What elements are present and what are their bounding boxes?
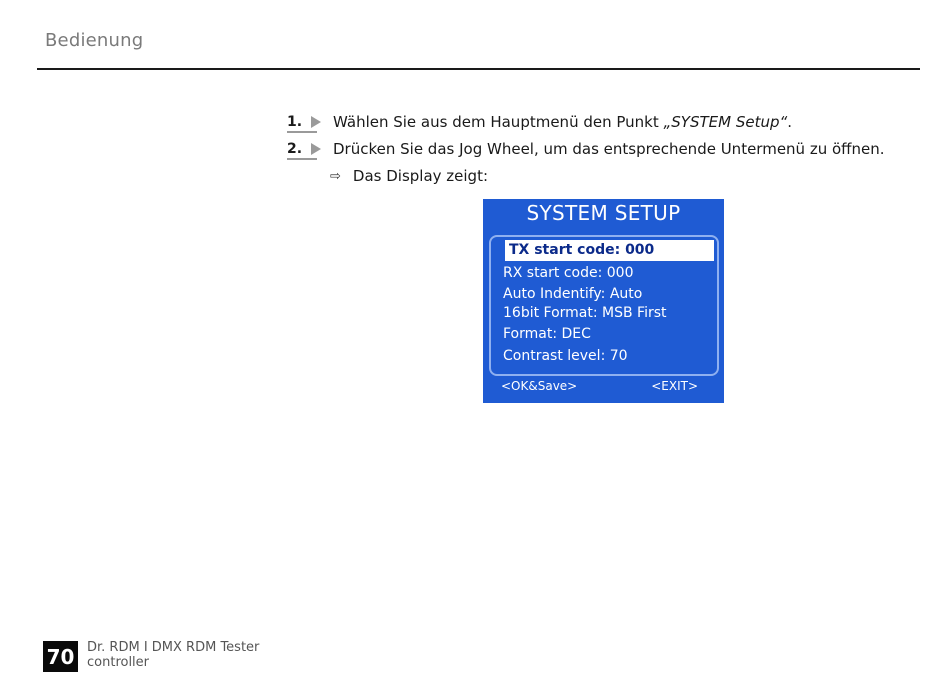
display-exit-label: <EXIT> bbox=[651, 379, 698, 393]
step-2 bbox=[287, 140, 885, 158]
display-menu-item: Format: DEC bbox=[503, 326, 591, 342]
step-arrow-icon bbox=[311, 143, 321, 155]
display-menu-item-selected: TX start code: 000 bbox=[505, 240, 714, 261]
hollow-arrow-right-icon: ⇨ bbox=[330, 168, 341, 184]
step-text: Drücken Sie das Jog Wheel, um das entsprechende Untermenü zu öffnen. bbox=[333, 140, 885, 158]
step-text-emphasis: „SYSTEM Setup“ bbox=[663, 113, 788, 131]
footer-product-line2: controller bbox=[87, 655, 150, 670]
device-display bbox=[483, 199, 724, 403]
step-text bbox=[333, 113, 792, 131]
header-title: Bedienung bbox=[45, 30, 144, 51]
footer-product-line1: Dr. RDM I DMX RDM Tester bbox=[87, 640, 260, 655]
result-text: Das Display zeigt: bbox=[352, 167, 489, 185]
step-text-after: . bbox=[787, 113, 793, 131]
display-menu-item: Auto Indentify: Auto bbox=[503, 286, 643, 302]
page-number: 70 bbox=[43, 641, 78, 672]
step-text-before: Wählen Sie aus dem Hauptmenü den Punkt bbox=[333, 113, 664, 131]
display-menu-item: 16bit Format: MSB First bbox=[503, 305, 667, 321]
step-number: 2. bbox=[287, 141, 307, 157]
step-number: 1. bbox=[287, 114, 307, 130]
result-line bbox=[330, 167, 488, 185]
display-title: SYSTEM SETUP bbox=[526, 201, 681, 225]
step-arrow-icon bbox=[311, 116, 321, 128]
display-ok-save-label: <OK&Save> bbox=[501, 379, 578, 393]
step-1 bbox=[287, 113, 792, 131]
display-menu-item: Contrast level: 70 bbox=[503, 348, 628, 364]
header-rule bbox=[37, 68, 920, 70]
display-menu-item: RX start code: 000 bbox=[503, 265, 634, 281]
